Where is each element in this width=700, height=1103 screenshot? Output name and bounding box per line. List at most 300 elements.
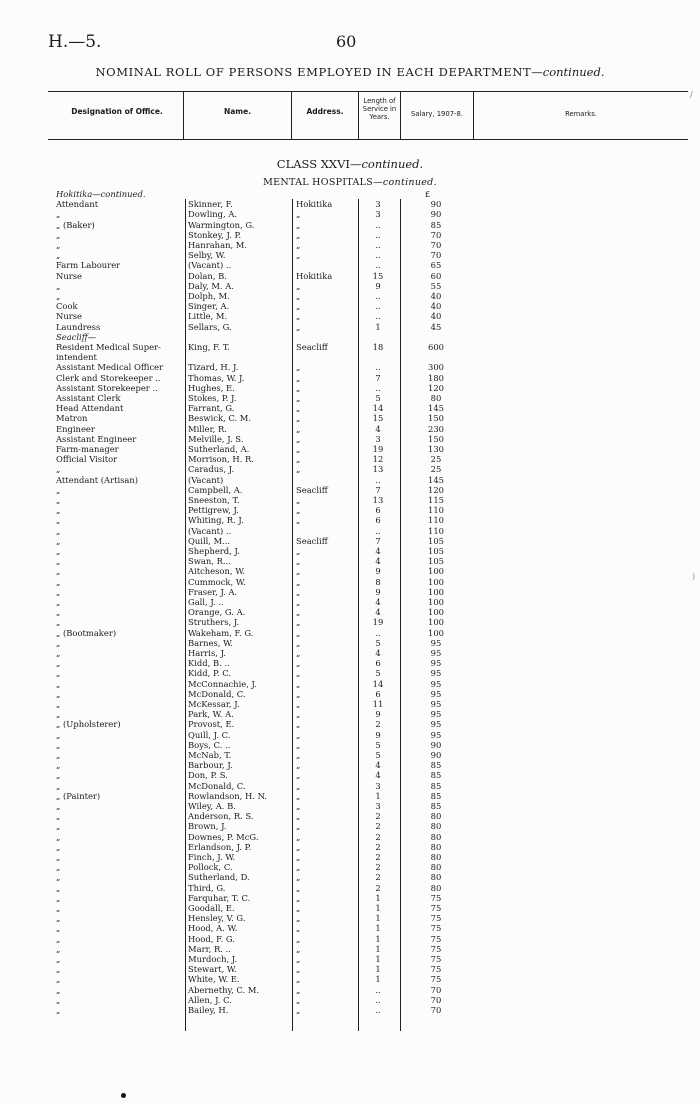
name-cell: Hensley, V. G. xyxy=(188,913,246,924)
table-row xyxy=(0,923,700,933)
name-cell: Tizard, H. J. xyxy=(188,362,239,373)
salary-cell: 120 xyxy=(428,484,444,495)
salary-cell: 150 xyxy=(428,413,444,424)
table-row xyxy=(0,862,700,872)
table-row xyxy=(0,220,700,230)
designation-cell: „ xyxy=(56,811,61,822)
salary-cell: 80 xyxy=(430,841,442,852)
designation-cell: „ xyxy=(56,576,61,587)
header-divider xyxy=(358,91,359,139)
designation-cell: „ xyxy=(56,648,61,658)
designation-cell: Nurse xyxy=(56,311,82,322)
table-row xyxy=(0,311,700,321)
length-cell: .. xyxy=(375,219,381,230)
length-cell: 1 xyxy=(375,943,381,954)
name-cell: Marr, R. .. xyxy=(188,943,231,954)
table-row xyxy=(0,668,700,678)
designation-cell: „ xyxy=(56,770,61,781)
salary-cell: 145 xyxy=(428,403,444,414)
length-cell: 2 xyxy=(375,852,381,862)
table-row xyxy=(0,281,700,291)
length-cell: 3 xyxy=(375,780,381,791)
length-cell: 14 xyxy=(372,403,384,414)
table-row xyxy=(0,872,700,882)
currency-symbol: £ xyxy=(425,190,431,199)
address-cell: „ xyxy=(296,240,301,250)
address-cell: „ xyxy=(296,464,301,475)
table-row xyxy=(0,454,700,464)
table-row xyxy=(0,475,700,485)
name-cell: Warmington, G. xyxy=(188,219,255,230)
length-cell: 4 xyxy=(375,556,381,567)
name-cell: Pollock, C. xyxy=(188,862,233,873)
table-row xyxy=(0,505,700,515)
name-cell: Farquhar, T. C. xyxy=(188,892,251,903)
salary-cell: 70 xyxy=(430,229,442,240)
name-cell: McKessar, J. xyxy=(188,699,240,709)
address-cell: „ xyxy=(296,811,301,822)
salary-cell: 75 xyxy=(430,964,442,975)
designation-cell: Head Attendant xyxy=(56,403,124,414)
address-cell: „ xyxy=(296,831,301,842)
name-cell: Aitcheson, W. xyxy=(188,566,245,577)
name-cell: Murdoch, J. xyxy=(188,954,238,964)
address-cell: „ xyxy=(296,841,301,852)
table-row xyxy=(0,832,700,842)
salary-cell: 230 xyxy=(428,423,444,434)
salary-cell: 80 xyxy=(430,862,442,873)
page-title xyxy=(0,65,700,79)
table-row xyxy=(0,985,700,995)
length-cell: 11 xyxy=(372,699,384,709)
designation-cell: Attendant (Artisan) xyxy=(56,474,139,485)
name-cell: Stewart, W. xyxy=(188,964,237,975)
length-cell: 13 xyxy=(372,495,384,505)
salary-cell: 40 xyxy=(430,291,442,301)
salary-cell: 100 xyxy=(428,586,444,597)
address-cell: „ xyxy=(296,882,301,893)
designation-cell: Seacliff— xyxy=(56,331,97,342)
length-cell: 1 xyxy=(375,964,381,975)
table-row xyxy=(0,628,700,638)
table-row xyxy=(0,352,700,362)
table-row xyxy=(0,709,700,719)
length-cell: 9 xyxy=(375,280,381,291)
table-row xyxy=(0,974,700,984)
table-row xyxy=(0,964,700,974)
designation-cell: „ xyxy=(56,637,61,648)
length-cell: 15 xyxy=(372,270,384,281)
name-cell: Little, M. xyxy=(188,311,228,322)
salary-cell: 80 xyxy=(430,882,442,893)
address-cell: „ xyxy=(296,637,301,648)
salary-cell: 95 xyxy=(430,719,442,730)
name-cell: Kidd, P. C. xyxy=(188,668,232,679)
salary-cell: 90 xyxy=(430,199,442,210)
address-cell: „ xyxy=(296,566,301,577)
address-cell: „ xyxy=(296,760,301,771)
length-cell: 2 xyxy=(375,821,381,832)
table-row xyxy=(0,740,700,750)
salary-cell: 75 xyxy=(430,913,442,924)
salary-cell: 80 xyxy=(430,831,442,842)
designation-cell: Laundress xyxy=(56,321,101,332)
table-row xyxy=(0,566,700,576)
table-row xyxy=(0,515,700,525)
address-cell: „ xyxy=(296,750,301,760)
table-row xyxy=(0,648,700,658)
designation-cell: Assistant Clerk xyxy=(56,393,121,403)
length-cell: 9 xyxy=(375,709,381,720)
address-cell: „ xyxy=(296,291,301,301)
designation-cell: „ xyxy=(56,556,61,567)
address-cell: „ xyxy=(296,964,301,975)
length-cell: 3 xyxy=(375,199,381,210)
length-cell: .. xyxy=(375,291,381,301)
address-cell: Hokitika xyxy=(296,199,333,210)
length-cell: 2 xyxy=(375,872,381,883)
designation-cell: „ xyxy=(56,994,61,1005)
salary-cell: 100 xyxy=(428,576,444,587)
name-cell: Skinner, F. xyxy=(188,199,233,210)
address-cell: „ xyxy=(296,852,301,862)
name-cell: Goodall, E. xyxy=(188,903,235,913)
name-cell: King, F. T. xyxy=(188,342,230,352)
address-cell: „ xyxy=(296,393,301,403)
table-row xyxy=(0,617,700,627)
designation-cell: „ xyxy=(56,923,61,934)
salary-cell: 70 xyxy=(430,1005,442,1015)
table-row xyxy=(0,791,700,801)
title-suffix: —continued. xyxy=(531,65,605,79)
name-cell: Don, P. S. xyxy=(188,770,228,781)
salary-cell: 75 xyxy=(430,903,442,913)
length-cell: 1 xyxy=(375,954,381,964)
length-cell: 1 xyxy=(375,933,381,944)
length-cell: 2 xyxy=(375,831,381,842)
column-header-length: Length of Service in Years. xyxy=(362,97,397,121)
table-row xyxy=(0,424,700,434)
length-cell: 7 xyxy=(375,484,381,495)
salary-cell: 70 xyxy=(430,994,442,1005)
address-cell: „ xyxy=(296,974,301,985)
margin-mark: ) xyxy=(692,572,696,581)
salary-cell: 105 xyxy=(428,546,444,556)
designation-cell: „ (Upholsterer) xyxy=(56,719,121,730)
address-cell: „ xyxy=(296,495,301,505)
column-header-address: Address. xyxy=(306,107,344,116)
length-cell: .. xyxy=(375,627,381,638)
address-cell: „ xyxy=(296,801,301,811)
name-cell: Rowlandson, H. N. xyxy=(188,790,268,801)
title-main: NOMINAL ROLL OF PERSONS EMPLOYED IN EACH DEPARTMENT xyxy=(95,65,532,79)
name-cell: Dowling, A. xyxy=(188,209,238,220)
name-cell: Sutherland, D. xyxy=(188,872,250,883)
salary-cell: 80 xyxy=(430,872,442,883)
table-row xyxy=(0,250,700,260)
address-cell: Seacliff xyxy=(296,342,328,352)
table-row xyxy=(0,821,700,831)
name-cell: Bailey, H. xyxy=(188,1005,229,1015)
designation-cell: Engineer xyxy=(56,423,95,434)
address-cell: „ xyxy=(296,321,301,332)
designation-cell: „ xyxy=(56,943,61,954)
name-cell: Quill, M... xyxy=(188,535,231,546)
table-row xyxy=(0,934,700,944)
address-cell: „ xyxy=(296,943,301,954)
table-row xyxy=(0,332,700,342)
table-row xyxy=(0,842,700,852)
name-cell: Wakeham, F. G. xyxy=(188,627,254,638)
address-cell: „ xyxy=(296,892,301,903)
name-cell: Third, G. xyxy=(188,882,226,893)
salary-cell: 85 xyxy=(430,760,442,771)
name-cell: Hanrahan, M. xyxy=(188,240,248,250)
designation-cell: „ xyxy=(56,872,61,883)
class-heading xyxy=(0,157,700,171)
name-cell: Brown, J. xyxy=(188,821,227,832)
length-cell: .. xyxy=(375,474,381,485)
designation-cell: „ xyxy=(56,760,61,771)
length-cell: 8 xyxy=(375,576,381,587)
salary-cell: 70 xyxy=(430,984,442,995)
designation-cell: Assistant Engineer xyxy=(56,433,137,444)
length-cell: 9 xyxy=(375,729,381,740)
name-cell: Gall, J. .. xyxy=(188,597,224,607)
designation-cell: „ xyxy=(56,821,61,832)
designation-cell: „ xyxy=(56,291,61,301)
table-row xyxy=(0,852,700,862)
name-cell: Swan, R... xyxy=(188,556,231,567)
salary-cell: 70 xyxy=(430,240,442,250)
designation-cell: „ xyxy=(56,729,61,740)
name-cell: Campbell, A. xyxy=(188,484,243,495)
length-cell: 6 xyxy=(375,505,381,516)
name-cell: Fraser, J. A. xyxy=(188,586,238,597)
table-row xyxy=(0,322,700,332)
designation-cell: „ (Bootmaker) xyxy=(56,627,117,638)
address-cell: „ xyxy=(296,1005,301,1015)
address-cell: „ xyxy=(296,576,301,587)
length-cell: 3 xyxy=(375,209,381,220)
address-cell: „ xyxy=(296,678,301,689)
length-cell: 5 xyxy=(375,637,381,648)
salary-cell: 110 xyxy=(428,525,444,536)
address-cell: „ xyxy=(296,362,301,373)
salary-cell: 95 xyxy=(430,637,442,648)
table-row xyxy=(0,658,700,668)
name-cell: Hood, F. G. xyxy=(188,933,235,944)
salary-cell: 85 xyxy=(430,790,442,801)
salary-cell: 90 xyxy=(430,750,442,760)
salary-cell: 145 xyxy=(428,474,444,485)
length-cell: .. xyxy=(375,250,381,261)
salary-cell: 100 xyxy=(428,617,444,628)
length-cell: 2 xyxy=(375,862,381,873)
salary-cell: 95 xyxy=(430,699,442,709)
designation-cell: „ xyxy=(56,209,61,220)
salary-cell: 90 xyxy=(430,209,442,220)
designation-cell: „ xyxy=(56,597,61,607)
salary-cell: 85 xyxy=(430,770,442,781)
address-cell: „ xyxy=(296,607,301,618)
salary-cell: 45 xyxy=(430,321,442,332)
table-row xyxy=(0,260,700,270)
table-row xyxy=(0,577,700,587)
salary-cell: 100 xyxy=(428,607,444,618)
salary-cell: 85 xyxy=(430,801,442,811)
table-row xyxy=(0,291,700,301)
address-cell: „ xyxy=(296,444,301,454)
address-cell: „ xyxy=(296,556,301,567)
address-cell: „ xyxy=(296,913,301,924)
table-row xyxy=(0,893,700,903)
table-row xyxy=(0,679,700,689)
length-cell: 9 xyxy=(375,566,381,577)
name-cell: White, W. E. xyxy=(188,974,240,985)
designation-cell: Assistant Storekeeper .. xyxy=(56,382,158,393)
salary-cell: 25 xyxy=(430,464,442,475)
address-cell: „ xyxy=(296,668,301,679)
length-cell: 4 xyxy=(375,423,381,434)
length-cell: 6 xyxy=(375,688,381,699)
table-row xyxy=(0,811,700,821)
length-cell: 4 xyxy=(375,770,381,781)
name-cell: Provost, E. xyxy=(188,719,235,730)
salary-cell: 65 xyxy=(430,260,442,271)
table-row xyxy=(0,730,700,740)
name-cell: Quill, J. C. xyxy=(188,729,231,740)
table-row xyxy=(0,495,700,505)
length-cell: 15 xyxy=(372,413,384,424)
class-heading-suffix: —continued. xyxy=(349,157,424,171)
salary-cell: 40 xyxy=(430,311,442,322)
table-row xyxy=(0,199,700,209)
salary-cell: 100 xyxy=(428,566,444,577)
salary-cell: 85 xyxy=(430,780,442,791)
length-cell: 3 xyxy=(375,433,381,444)
salary-cell: 80 xyxy=(430,393,442,403)
name-cell: Stokes, P. J. xyxy=(188,393,237,403)
table-row xyxy=(0,403,700,413)
address-cell: „ xyxy=(296,311,301,322)
name-cell: McNab, T. xyxy=(188,750,232,760)
designation-cell: „ xyxy=(56,699,61,709)
address-cell: „ xyxy=(296,505,301,516)
name-cell: Dolan, B. xyxy=(188,270,227,281)
designation-cell: „ xyxy=(56,464,61,475)
table-row xyxy=(0,954,700,964)
salary-cell: 80 xyxy=(430,811,442,822)
designation-cell: „ xyxy=(56,607,61,618)
name-cell: Daly, M. A. xyxy=(188,280,234,291)
section-heading xyxy=(0,177,700,188)
salary-cell: 115 xyxy=(428,495,444,505)
address-cell: „ xyxy=(296,872,301,883)
address-cell: „ xyxy=(296,423,301,434)
salary-cell: 75 xyxy=(430,933,442,944)
designation-cell: „ xyxy=(56,780,61,791)
table-row xyxy=(0,607,700,617)
designation-cell: „ xyxy=(56,546,61,556)
length-cell: 14 xyxy=(372,678,384,689)
name-cell: Shepherd, J. xyxy=(188,546,240,556)
designation-cell: „ xyxy=(56,954,61,964)
salary-cell: 150 xyxy=(428,433,444,444)
address-cell: „ xyxy=(296,250,301,261)
designation-cell: intendent xyxy=(56,352,97,363)
address-cell: „ xyxy=(296,454,301,465)
name-cell: Harris, J. xyxy=(188,648,226,658)
table-row xyxy=(0,413,700,423)
length-cell: .. xyxy=(375,994,381,1005)
salary-cell: 95 xyxy=(430,709,442,720)
table-row xyxy=(0,689,700,699)
designation-cell: „ xyxy=(56,505,61,516)
salary-cell: 90 xyxy=(430,739,442,750)
name-cell: McDonald, C. xyxy=(188,780,246,791)
designation-cell: „ xyxy=(56,933,61,944)
length-cell: .. xyxy=(375,240,381,250)
section-heading-main: MENTAL HOSPITALS xyxy=(263,177,374,188)
table-row xyxy=(0,903,700,913)
salary-cell: 40 xyxy=(430,301,442,312)
address-cell: „ xyxy=(296,372,301,383)
designation-cell: „ xyxy=(56,862,61,873)
address-cell: „ xyxy=(296,209,301,220)
length-cell: .. xyxy=(375,362,381,373)
name-cell: Allen, J. C. xyxy=(188,994,232,1005)
name-cell: Kidd, B. .. xyxy=(188,658,230,669)
table-row xyxy=(0,373,700,383)
address-cell: „ xyxy=(296,954,301,964)
length-cell: 6 xyxy=(375,658,381,669)
designation-cell: Matron xyxy=(56,413,88,424)
name-cell: Caradus, J. xyxy=(188,464,235,475)
designation-cell: Cook xyxy=(56,301,78,312)
designation-cell: „ (Baker) xyxy=(56,219,95,230)
designation-cell: Nurse xyxy=(56,270,82,281)
name-cell: Park, W. A. xyxy=(188,709,234,720)
name-cell: Stonkey, J. P. xyxy=(188,229,242,240)
table-row xyxy=(0,587,700,597)
table-row xyxy=(0,546,700,556)
length-cell: 5 xyxy=(375,739,381,750)
column-header-remarks: Remarks. xyxy=(565,110,597,118)
salary-cell: 100 xyxy=(428,597,444,607)
length-cell: 4 xyxy=(375,597,381,607)
address-cell: Hokitika xyxy=(296,270,333,281)
designation-cell: „ xyxy=(56,617,61,628)
table-row xyxy=(0,271,700,281)
name-cell: (Vacant) .. xyxy=(188,525,232,536)
salary-cell: 75 xyxy=(430,974,442,985)
salary-cell: 85 xyxy=(430,219,442,230)
designation-cell: „ xyxy=(56,484,61,495)
address-cell: „ xyxy=(296,729,301,740)
table-row xyxy=(0,230,700,240)
name-cell: Thomas, W. J. xyxy=(188,372,245,383)
name-cell: McDonald, C. xyxy=(188,688,246,699)
name-cell: McConnachie, J. xyxy=(188,678,257,689)
address-cell: „ xyxy=(296,597,301,607)
table-row xyxy=(0,760,700,770)
name-cell: Sutherland, A. xyxy=(188,444,250,454)
address-cell: „ xyxy=(296,586,301,597)
length-cell: 19 xyxy=(372,617,384,628)
designation-cell: „ xyxy=(56,658,61,669)
name-cell: Sneeston, T. xyxy=(188,495,240,505)
